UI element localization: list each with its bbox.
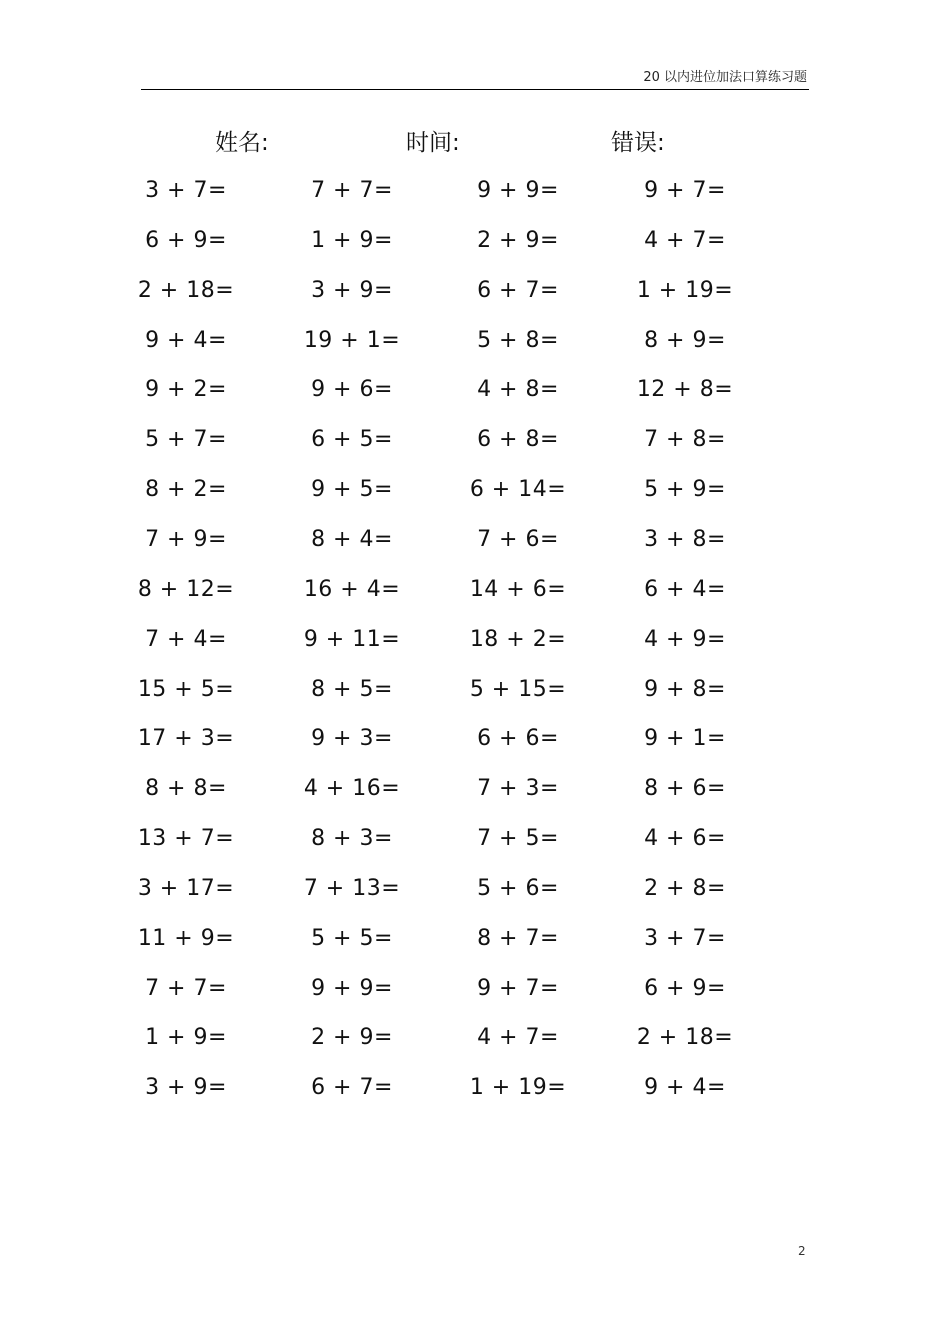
problem-cell: 8 + 3= xyxy=(311,826,393,852)
problem-cell: 2 + 18= xyxy=(137,277,235,303)
time-field-label: 时间: xyxy=(406,130,460,156)
problem-cell: 5 + 9= xyxy=(644,477,726,503)
problem-cell: 7 + 7= xyxy=(145,975,227,1001)
problem-cell: 6 + 6= xyxy=(477,726,559,752)
problem-cell: 12 + 8= xyxy=(636,377,734,403)
problem-cell: 1 + 9= xyxy=(145,1025,227,1051)
problem-cell: 13 + 7= xyxy=(137,826,235,852)
problem-cell: 8 + 9= xyxy=(644,327,726,353)
problem-cell: 6 + 7= xyxy=(311,1075,393,1101)
problem-cell: 3 + 17= xyxy=(137,875,235,901)
problem-cell: 6 + 7= xyxy=(477,277,559,303)
problem-cell: 16 + 4= xyxy=(303,576,401,602)
problem-cell: 6 + 9= xyxy=(644,975,726,1001)
problem-cell: 9 + 4= xyxy=(644,1075,726,1101)
problem-cell: 4 + 16= xyxy=(303,776,401,802)
page-number: 2 xyxy=(798,1244,806,1258)
problem-cell: 7 + 4= xyxy=(145,626,227,652)
problem-cell: 8 + 4= xyxy=(311,526,393,552)
problem-cell: 1 + 19= xyxy=(636,277,734,303)
problem-cell: 3 + 7= xyxy=(145,178,227,203)
problem-cell: 4 + 6= xyxy=(644,826,726,852)
problem-cell: 9 + 7= xyxy=(644,178,726,203)
problem-cell: 3 + 9= xyxy=(145,1075,227,1101)
problem-cell: 18 + 2= xyxy=(469,626,567,652)
problem-cell: 8 + 2= xyxy=(145,477,227,503)
problem-cell: 2 + 9= xyxy=(311,1025,393,1051)
problem-cell: 7 + 13= xyxy=(303,875,401,901)
problem-cell: 5 + 5= xyxy=(311,925,393,951)
problem-cell: 7 + 7= xyxy=(311,178,393,203)
problem-cell: 8 + 12= xyxy=(137,576,235,602)
problem-cell: 9 + 9= xyxy=(311,975,393,1001)
problem-cell: 6 + 5= xyxy=(311,427,393,453)
problem-cell: 5 + 7= xyxy=(145,427,227,453)
problem-cell: 17 + 3= xyxy=(137,726,235,752)
problem-cell: 7 + 8= xyxy=(644,427,726,453)
problem-cell: 9 + 2= xyxy=(145,377,227,403)
problem-cell: 4 + 7= xyxy=(477,1025,559,1051)
problem-cell: 9 + 8= xyxy=(644,676,726,702)
problem-cell: 1 + 19= xyxy=(469,1075,567,1101)
problem-cell: 9 + 5= xyxy=(311,477,393,503)
problem-cell: 8 + 5= xyxy=(311,676,393,702)
problem-cell: 8 + 8= xyxy=(145,776,227,802)
page-header-title: 20 以内进位加法口算练习题 xyxy=(643,70,807,85)
problem-cell: 3 + 7= xyxy=(644,925,726,951)
problem-cell: 15 + 5= xyxy=(137,676,235,702)
problem-cell: 9 + 6= xyxy=(311,377,393,403)
problem-cell: 4 + 9= xyxy=(644,626,726,652)
problem-cell: 4 + 8= xyxy=(477,377,559,403)
problem-cell: 6 + 14= xyxy=(469,477,567,503)
problem-cell: 11 + 9= xyxy=(137,925,235,951)
problem-cell: 5 + 15= xyxy=(469,676,567,702)
problem-cell: 2 + 9= xyxy=(477,227,559,253)
problem-cell: 7 + 3= xyxy=(477,776,559,802)
problem-cell: 14 + 6= xyxy=(469,576,567,602)
errors-field-label: 错误: xyxy=(611,130,665,156)
problem-cell: 5 + 6= xyxy=(477,875,559,901)
problem-cell: 2 + 18= xyxy=(636,1025,734,1051)
problem-cell: 7 + 9= xyxy=(145,526,227,552)
problem-cell: 6 + 8= xyxy=(477,427,559,453)
problem-cell: 6 + 4= xyxy=(644,576,726,602)
problem-cell: 9 + 11= xyxy=(303,626,401,652)
problem-cell: 7 + 6= xyxy=(477,526,559,552)
problem-cell: 19 + 1= xyxy=(303,327,401,353)
problem-cell: 9 + 4= xyxy=(145,327,227,353)
problem-cell: 3 + 8= xyxy=(644,526,726,552)
problem-cell: 8 + 6= xyxy=(644,776,726,802)
problem-cell: 8 + 7= xyxy=(477,925,559,951)
problem-cell: 2 + 8= xyxy=(644,875,726,901)
problem-cell: 1 + 9= xyxy=(311,227,393,253)
problem-cell: 9 + 1= xyxy=(644,726,726,752)
problem-cell: 9 + 9= xyxy=(477,178,559,203)
name-field-label: 姓名: xyxy=(215,130,269,156)
problem-cell: 6 + 9= xyxy=(145,227,227,253)
problem-cell: 3 + 9= xyxy=(311,277,393,303)
problem-cell: 4 + 7= xyxy=(644,227,726,253)
problem-cell: 7 + 5= xyxy=(477,826,559,852)
problem-cell: 9 + 3= xyxy=(311,726,393,752)
problem-cell: 9 + 7= xyxy=(477,975,559,1001)
problem-cell: 5 + 8= xyxy=(477,327,559,353)
